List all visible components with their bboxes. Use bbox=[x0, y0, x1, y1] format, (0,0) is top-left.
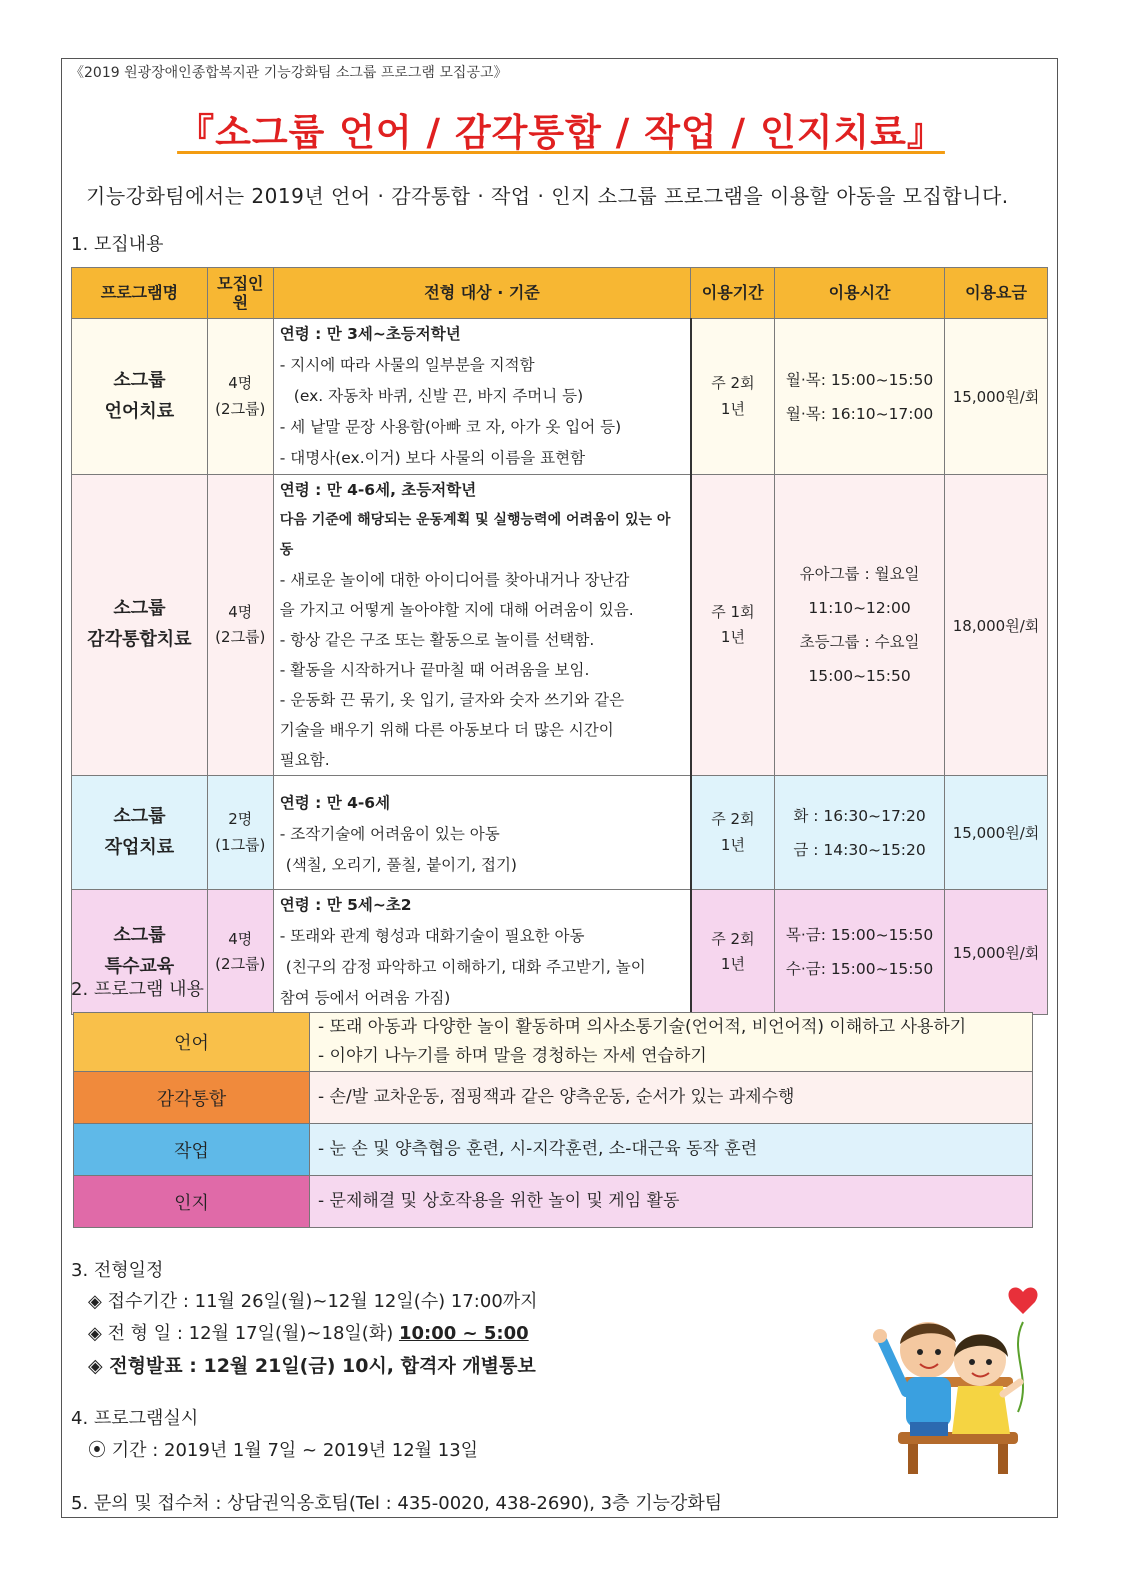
recruitment-table bbox=[71, 267, 1048, 1015]
table-row bbox=[74, 1013, 1033, 1072]
usage-time: 유아그룹 : 월요일 11:10~12:00 초등그룹 : 수요일 15:00~15:50 bbox=[775, 475, 945, 776]
col-header: 이용기간 bbox=[691, 268, 775, 319]
col-header: 이용시간 bbox=[775, 268, 945, 319]
usage-fee: 15,000원/회 bbox=[945, 890, 1048, 1015]
table-row bbox=[74, 1176, 1033, 1228]
col-header: 프로그램명 bbox=[72, 268, 208, 319]
section-program-run-heading: 4. 프로그램실시 bbox=[71, 1408, 199, 1429]
usage-time: 화 : 16:30~17:20 금 : 14:30~15:20 bbox=[775, 776, 945, 890]
recruit-count: 4명 (2그룹) bbox=[207, 475, 273, 776]
header-note: 《2019 원광장애인종합복지관 기능강화팀 소그룹 프로그램 모집공고》 bbox=[70, 65, 508, 81]
table-row bbox=[72, 319, 1048, 475]
program-description: - 손/발 교차운동, 점핑잭과 같은 양측운동, 순서가 있는 과제수행 bbox=[310, 1072, 1033, 1124]
program-name: 소그룹 작업치료 bbox=[72, 776, 208, 890]
program-period: ⦿ 기간 : 2019년 1월 7일 ~ 2019년 12월 13일 bbox=[88, 1440, 479, 1461]
col-header: 이용요금 bbox=[945, 268, 1048, 319]
children-illustration bbox=[858, 1282, 1048, 1477]
intro-text: 기능강화팀에서는 2019년 언어 · 감각통합 · 작업 · 인지 소그룹 프로그램을 이용할 아동을 모집합니다. bbox=[86, 184, 1009, 208]
program-description: - 눈 손 및 양측협응 훈련, 시-지각훈련, 소-대근육 동작 훈련 bbox=[310, 1124, 1033, 1176]
program-content-table bbox=[73, 1012, 1033, 1228]
program-label: 언어 bbox=[74, 1013, 310, 1072]
schedule-result: ◈ 전형발표 : 12월 21일(금) 10시, 합격자 개별통보 bbox=[88, 1355, 536, 1377]
criteria-cell: 연령 : 만 4-6세, 초등저학년 다음 기준에 해당되는 운동계획 및 실행능력에 어려움이 있는 아동 - 새로운 놀이에 대한 아이디어를 찾아내거나 장난감 을 가지고 어떻게 놀아야할 지에 대해 어려움이 있음. - 항상 같은 구조 또는 활동으로 놀이를 선택함. - 활동을 시작하거나 끝마칠 때 어려움을 보임. - 운동화 끈 묶기, 옷 입기, 글자와 숫자 쓰기와 같은 기술을 배우기 위해 다른 아동보다 더 많은 시간이 필요함. bbox=[273, 475, 690, 776]
usage-fee: 18,000원/회 bbox=[945, 475, 1048, 776]
usage-period: 주 2회 1년 bbox=[691, 319, 775, 475]
table-row bbox=[72, 475, 1048, 776]
table-row bbox=[74, 1072, 1033, 1124]
section-recruitment-heading: 1. 모집내용 bbox=[71, 234, 164, 255]
program-description: - 문제해결 및 상호작용을 위한 놀이 및 게임 활동 bbox=[310, 1176, 1033, 1228]
table-row bbox=[74, 1124, 1033, 1176]
program-name: 소그룹 언어치료 bbox=[72, 319, 208, 475]
usage-time: 목·금: 15:00~15:50 수·금: 15:00~15:50 bbox=[775, 890, 945, 1015]
usage-fee: 15,000원/회 bbox=[945, 776, 1048, 890]
usage-time: 월·목: 15:00~15:50 월·목: 16:10~17:00 bbox=[775, 319, 945, 475]
table-row bbox=[72, 776, 1048, 890]
program-name: 소그룹 감각통합치료 bbox=[72, 475, 208, 776]
section-schedule-heading: 3. 전형일정 bbox=[71, 1260, 164, 1281]
criteria-cell: 연령 : 만 5세~초2 - 또래와 관계 형성과 대화기술이 필요한 아동 (친구의 감정 파악하고 이해하기, 대화 주고받기, 놀이 참여 등에서 어려움 가짐) bbox=[273, 890, 690, 1015]
table-row bbox=[72, 890, 1048, 1015]
criteria-cell: 연령 : 만 4-6세 - 조작기술에 어려움이 있는 아동 (색칠, 오리기, 풀칠, 붙이기, 접기) bbox=[273, 776, 690, 890]
recruit-count: 4명 (2그룹) bbox=[207, 319, 273, 475]
usage-period: 주 1회 1년 bbox=[691, 475, 775, 776]
program-label: 작업 bbox=[74, 1124, 310, 1176]
usage-period: 주 2회 1년 bbox=[691, 776, 775, 890]
table-header-row bbox=[72, 268, 1048, 319]
col-header: 모집인원 bbox=[207, 268, 273, 319]
criteria-cell: 연령 : 만 3세~초등저학년 - 지시에 따라 사물의 일부분을 지적함 (ex. 자동차 바퀴, 신발 끈, 바지 주머니 등) - 세 낱말 문장 사용함(아빠 코 자, 아가 옷 입어 등) - 대명사(ex.이거) 보다 사물의 이름을 표현함 bbox=[273, 319, 690, 475]
schedule-receipt: ◈ 접수기간 : 11월 26일(월)~12월 12일(수) 17:00까지 bbox=[88, 1291, 538, 1312]
section-program-heading: 2. 프로그램 내용 bbox=[71, 979, 204, 1000]
program-label: 인지 bbox=[74, 1176, 310, 1228]
program-description: - 또래 아동과 다양한 놀이 활동하며 의사소통기술(언어적, 비언어적) 이해하고 사용하기 - 이야기 나누기를 하며 말을 경청하는 자세 연습하기 bbox=[310, 1013, 1033, 1072]
page-title: 『소그룹 언어 / 감각통합 / 작업 / 인지치료』 bbox=[177, 111, 945, 154]
schedule-exam: ◈ 전 형 일 : 12월 17일(월)~18일(화) 10:00 ~ 5:00 bbox=[88, 1323, 529, 1344]
usage-period: 주 2회 1년 bbox=[691, 890, 775, 1015]
recruit-count: 2명 (1그룹) bbox=[207, 776, 273, 890]
program-label: 감각통합 bbox=[74, 1072, 310, 1124]
col-header: 전형 대상 · 기준 bbox=[273, 268, 690, 319]
section-contact: 5. 문의 및 접수처 : 상담권익옹호팀(Tel : 435-0020, 438-2690), 3층 기능강화팀 bbox=[71, 1493, 723, 1514]
usage-fee: 15,000원/회 bbox=[945, 319, 1048, 475]
program-name: 소그룹 특수교육 bbox=[72, 890, 208, 1015]
recruit-count: 4명 (2그룹) bbox=[207, 890, 273, 1015]
